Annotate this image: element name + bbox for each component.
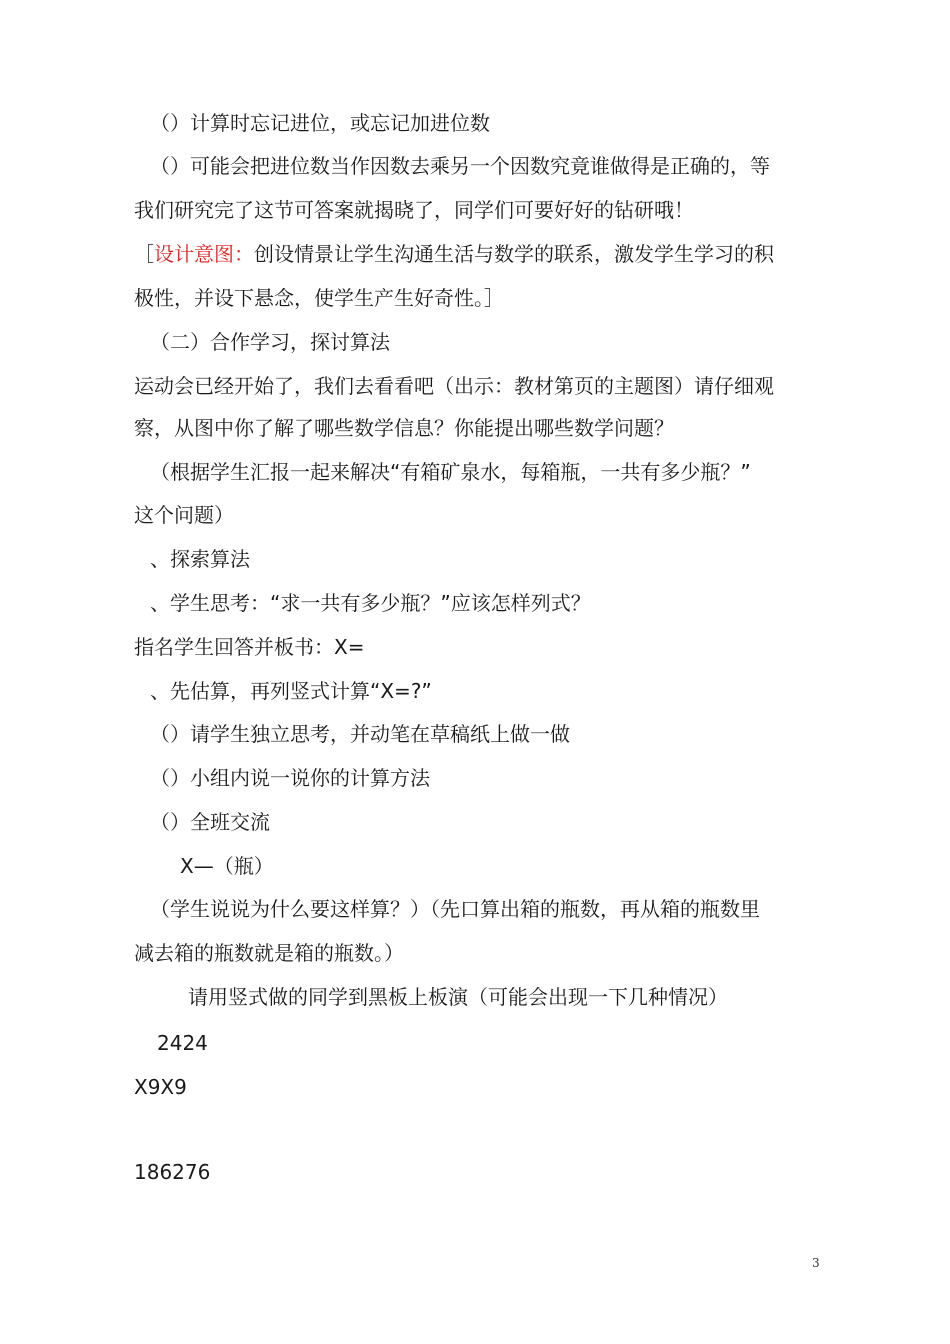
text-line-10: 这个问题） (134, 503, 234, 527)
text-line-7: 运动会已经开始了，我们去看看吧（出示：教材第页的主题图）请仔细观 (134, 374, 774, 398)
text-line-11: 、探索算法 (150, 547, 250, 571)
text-line-21: 请用竖式做的同学到黑板上板演（可能会出现一下几种情况） (188, 985, 728, 1009)
text-line-1: （）计算时忘记进位，或忘记加进位数 (150, 111, 490, 135)
text-line-9: （根据学生汇报一起来解决“有箱矿泉水，每箱瓶，一共有多少瓶？” (150, 460, 751, 484)
text-line-5: 极性，并设下悬念，使学生产生好奇性。］ (134, 286, 504, 310)
text-line-3: 我们研究完了这节可答案就揭晓了，同学们可要好好的钻研哦！ (134, 198, 694, 222)
text-line-2: （）可能会把进位数当作因数去乘另一个因数究竟谁做得是正确的，等 (150, 154, 770, 178)
open-bracket: ［ (134, 242, 154, 266)
design-intent-line (134, 240, 774, 268)
calc-row-2: X9X9 (134, 1075, 187, 1099)
text-line-18: X—（瓶） (180, 854, 274, 878)
text-line-20: 减去箱的瓶数就是箱的瓶数。） (134, 941, 404, 965)
design-intent-text: 创设情景让学生沟通生活与数学的联系，激发学生学习的积 (254, 242, 774, 266)
text-line-15: （）请学生独立思考，并动笔在草稿纸上做一做 (150, 722, 570, 746)
page-number: 3 (812, 1256, 820, 1270)
calc-row-3: 186276 (134, 1160, 211, 1184)
text-line-16: （）小组内说一说你的计算方法 (150, 766, 430, 790)
calc-row-1: 2424 (157, 1031, 208, 1055)
design-intent-label: 设计意图： (154, 242, 254, 266)
text-line-8: 察，从图中你了解了哪些数学信息？你能提出哪些数学问题？ (134, 416, 674, 440)
text-line-17: （）全班交流 (150, 810, 270, 834)
text-line-14: 、先估算，再列竖式计算“X=?” (150, 679, 432, 703)
text-line-12: 、学生思考：“求一共有多少瓶？”应该怎样列式？ (150, 591, 591, 615)
text-line-13: 指名学生回答并板书：X= (134, 635, 365, 659)
text-line-19: （学生说说为什么要这样算？）（先口算出箱的瓶数，再从箱的瓶数里 (150, 897, 760, 921)
section-heading: （二）合作学习，探讨算法 (150, 330, 390, 354)
